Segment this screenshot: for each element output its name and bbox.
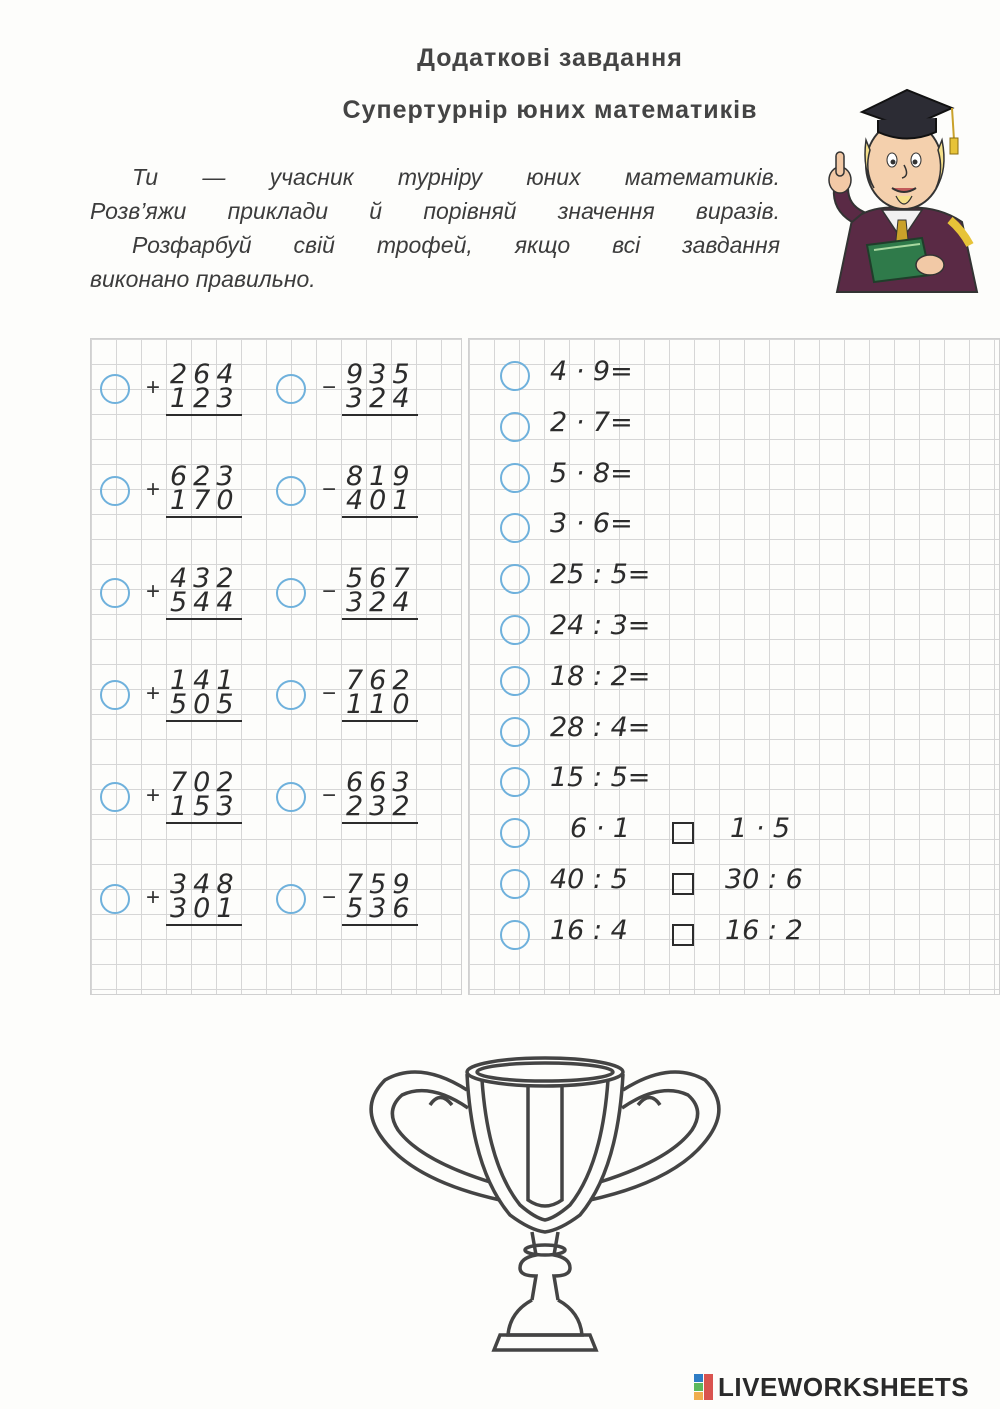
addition-bottom-number: 153 <box>170 791 240 822</box>
addition-top-number: 141 <box>170 665 240 696</box>
answer-circle[interactable] <box>276 884 306 914</box>
subtraction-bottom-number: 232 <box>346 791 416 822</box>
subtraction-underline <box>342 822 418 824</box>
subtraction-bottom-number: 324 <box>346 383 416 414</box>
subtraction-operator: − <box>322 476 337 503</box>
subtraction-top-number: 762 <box>346 665 416 696</box>
answer-circle[interactable] <box>100 476 130 506</box>
addition-underline <box>166 516 242 518</box>
subtraction-underline <box>342 618 418 620</box>
expression: 25 : 5= <box>550 559 651 591</box>
answer-circle[interactable] <box>100 884 130 914</box>
addition-underline <box>166 924 242 926</box>
addition-underline <box>166 822 242 824</box>
answer-circle[interactable] <box>500 361 530 391</box>
addition-operator: + <box>146 782 161 809</box>
addition-bottom-number: 505 <box>170 689 240 720</box>
subtraction-underline <box>342 924 418 926</box>
subtraction-bottom-number: 401 <box>346 485 416 516</box>
addition-bottom-number: 544 <box>170 587 240 618</box>
intro-line-4: виконано правильно. <box>90 266 316 292</box>
answer-circle[interactable] <box>276 374 306 404</box>
addition-top-number: 264 <box>170 359 240 390</box>
addition-operator: + <box>146 578 161 605</box>
answer-circle[interactable] <box>276 782 306 812</box>
comparison-sign-box[interactable] <box>672 822 694 844</box>
answer-circle[interactable] <box>100 374 130 404</box>
addition-underline <box>166 414 242 416</box>
subtraction-bottom-number: 536 <box>346 893 416 924</box>
footer-brand: LIVEWORKSHEETS <box>718 1372 970 1402</box>
comparison-right: 16 : 2 <box>725 914 803 946</box>
addition-top-number: 702 <box>170 767 240 798</box>
addition-bottom-number: 123 <box>170 383 240 414</box>
page-subtitle: Супертурнір юних математиків <box>342 96 758 124</box>
grid-right-area <box>468 338 1000 995</box>
addition-top-number: 348 <box>170 869 240 900</box>
comparison-left: 16 : 4 <box>550 914 628 946</box>
comparison-left: 40 : 5 <box>550 864 628 895</box>
subtraction-operator: − <box>322 374 337 401</box>
subtraction-top-number: 819 <box>346 461 416 492</box>
answer-circle[interactable] <box>100 680 130 710</box>
intro-line-1: Ти — учасник турніру юних математиків. <box>132 164 780 190</box>
expression: 18 : 2= <box>550 660 651 692</box>
subtraction-top-number: 567 <box>346 563 416 594</box>
addition-top-number: 432 <box>170 563 240 594</box>
subtraction-top-number: 759 <box>346 869 416 900</box>
comparison-left: 6 · 1 <box>570 813 631 845</box>
expression: 3 · 6= <box>550 508 633 540</box>
subtraction-operator: − <box>322 578 337 605</box>
intro-line-2: Розв’яжи приклади й порівняй значення виразів. <box>90 198 780 224</box>
answer-circle[interactable] <box>276 578 306 608</box>
addition-bottom-number: 301 <box>170 893 240 924</box>
addition-operator: + <box>146 374 161 401</box>
subtraction-operator: − <box>322 680 337 707</box>
addition-underline <box>166 720 242 722</box>
subtraction-underline <box>342 516 418 518</box>
subtraction-bottom-number: 110 <box>346 689 416 720</box>
answer-circle[interactable] <box>500 463 530 493</box>
expression: 24 : 3= <box>550 610 651 641</box>
page-title: Додаткові завдання <box>417 44 683 72</box>
answer-circle[interactable] <box>500 666 530 696</box>
answer-circle[interactable] <box>500 564 530 594</box>
subtraction-operator: − <box>322 884 337 911</box>
subtraction-top-number: 935 <box>346 359 416 390</box>
subtraction-operator: − <box>322 782 337 809</box>
addition-operator: + <box>146 680 161 707</box>
comparison-right: 30 : 6 <box>725 864 803 895</box>
answer-circle[interactable] <box>500 869 530 899</box>
answer-circle[interactable] <box>276 476 306 506</box>
trophy-outline-icon <box>360 1050 730 1360</box>
answer-circle[interactable] <box>100 578 130 608</box>
expression: 4 · 9= <box>550 356 633 387</box>
answer-circle[interactable] <box>500 412 530 442</box>
expression: 5 · 8= <box>550 457 633 489</box>
liveworksheets-logo-icon <box>694 1374 714 1400</box>
addition-bottom-number: 170 <box>170 485 240 516</box>
subtraction-bottom-number: 324 <box>346 587 416 618</box>
addition-operator: + <box>146 476 161 503</box>
answer-circle[interactable] <box>276 680 306 710</box>
intro-line-3: Розфарбуй свій трофей, якщо всі завдання <box>132 232 780 258</box>
addition-underline <box>166 618 242 620</box>
addition-operator: + <box>146 884 161 911</box>
professor-mascot-icon <box>812 70 992 295</box>
expression: 2 · 7= <box>550 406 633 438</box>
comparison-sign-box[interactable] <box>672 924 694 946</box>
expression: 28 : 4= <box>550 711 651 743</box>
answer-circle[interactable] <box>100 782 130 812</box>
answer-circle[interactable] <box>500 615 530 645</box>
answer-circle[interactable] <box>500 818 530 848</box>
subtraction-top-number: 663 <box>346 767 416 798</box>
subtraction-underline <box>342 720 418 722</box>
comparison-right: 1 · 5 <box>730 813 791 845</box>
comparison-sign-box[interactable] <box>672 873 694 895</box>
answer-circle[interactable] <box>500 717 530 747</box>
expression: 15 : 5= <box>550 762 651 794</box>
answer-circle[interactable] <box>500 920 530 950</box>
subtraction-underline <box>342 414 418 416</box>
addition-top-number: 623 <box>170 461 240 492</box>
